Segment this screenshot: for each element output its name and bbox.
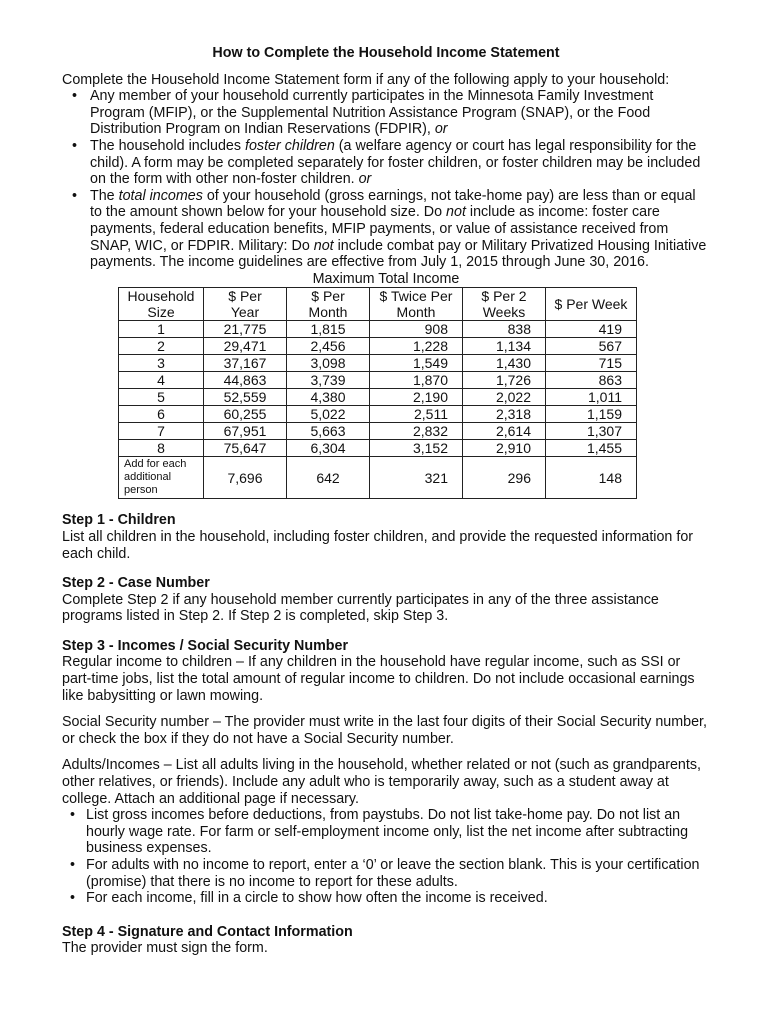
table-caption: Maximum Total Income: [312, 270, 460, 287]
column-header-per-2-weeks: [463, 288, 546, 321]
table-cell: 67,951: [204, 423, 287, 440]
table-cell: 1,726: [463, 372, 546, 389]
header-line: Household: [127, 288, 195, 305]
table-cell: 6,304: [287, 440, 370, 457]
table-cell: 296: [463, 457, 546, 499]
table-cell: 863: [546, 372, 637, 389]
table-header-row: [119, 288, 637, 321]
table-cell: 567: [546, 338, 637, 355]
emphasis-text: total incomes: [118, 187, 203, 204]
header-line: Year: [230, 304, 260, 321]
table-cell: 2,022: [463, 389, 546, 406]
eligibility-item-programs: [62, 88, 710, 138]
table-cell: 908: [370, 321, 463, 338]
emphasis-text: not: [313, 237, 334, 254]
table-cell: 29,471: [204, 338, 287, 355]
table-cell: 148: [546, 457, 637, 499]
header-line: $ Per: [311, 288, 345, 305]
table-cell: 1,870: [370, 372, 463, 389]
table-cell: 5,022: [287, 406, 370, 423]
step4-text: The provider must sign the form.: [62, 940, 268, 957]
table-cell: 4: [119, 372, 204, 389]
step3-title: Step 3 - Incomes / Social Security Number: [62, 637, 349, 654]
header-line: Weeks: [482, 304, 526, 321]
eligibility-item-text: include combat pay or Military Privatized Housing Initiative payments. The income guidelines are effective from July 1, 2015 through June 30, 2016.: [90, 237, 707, 271]
emphasis-text: foster children: [245, 137, 335, 154]
table-cell: 7: [119, 423, 204, 440]
table-cell: 2,318: [463, 406, 546, 423]
eligibility-item-text: of your household (gross earnings, not take-home pay) are less than or equal to the amount shown below for your household size. Do: [90, 187, 696, 221]
table-cell: 44,863: [204, 372, 287, 389]
add-label-line: Add for each: [124, 458, 187, 471]
table-cell: 1,228: [370, 338, 463, 355]
table-cell: 4,380: [287, 389, 370, 406]
table-cell: 2,614: [463, 423, 546, 440]
income-table: [118, 287, 637, 499]
header-line: Size: [147, 304, 175, 321]
page-title: How to Complete the Household Income Statement: [212, 45, 560, 61]
or-text: or: [358, 171, 372, 188]
table-cell: 8: [119, 440, 204, 457]
table-cell-add-label: [119, 457, 204, 499]
table-cell: 3: [119, 355, 204, 372]
list-item: • For each income, fill in a circle to show how often the income is received.: [62, 890, 710, 907]
table-row: [119, 355, 637, 372]
table-cell: 321: [370, 457, 463, 499]
table-cell: 1,307: [546, 423, 637, 440]
table-cell: 419: [546, 321, 637, 338]
eligibility-item-income: [62, 188, 710, 271]
table-cell: 52,559: [204, 389, 287, 406]
eligibility-item-text: Any member of your household currently participates in the Minnesota Family Investment Program (MFIP), or the Supplemental Nutrition Assistance Program (SNAP), or the Food Distribution Program on Indian Reservations (FDPIR),: [90, 88, 654, 138]
table-cell: 3,152: [370, 440, 463, 457]
table-cell: 2,456: [287, 338, 370, 355]
table-cell: 5,663: [287, 423, 370, 440]
eligibility-item-text: include as income: foster care payments, federal education benefits, MFIP payments, or value of assistance received from SNAP, WIC, or FDPIR. Military: Do: [90, 204, 669, 254]
table-cell: 21,775: [204, 321, 287, 338]
step1-text: List all children in the household, including foster children, and provide the requested information for each child.: [62, 528, 694, 562]
add-label-line: additional: [124, 471, 172, 484]
step3-list: [62, 807, 710, 907]
table-cell: 7,696: [204, 457, 287, 499]
add-label-line: person: [124, 484, 158, 497]
table-cell: 37,167: [204, 355, 287, 372]
table-row-additional-person: [119, 457, 637, 499]
table-row: [119, 372, 637, 389]
column-header-per-month: [287, 288, 370, 321]
table-cell: 60,255: [204, 406, 287, 423]
table-cell: 2,910: [463, 440, 546, 457]
table-cell: 1,159: [546, 406, 637, 423]
header-line: $ Per Week: [554, 296, 628, 313]
step4-title: Step 4 - Signature and Contact Information: [62, 923, 353, 940]
eligibility-item-foster: [62, 138, 710, 188]
table-cell: 838: [463, 321, 546, 338]
table-cell: 1,011: [546, 389, 637, 406]
table-cell: 1,134: [463, 338, 546, 355]
table-cell: 1,549: [370, 355, 463, 372]
table-cell: 3,098: [287, 355, 370, 372]
table-cell: 1,815: [287, 321, 370, 338]
table-row: [119, 321, 637, 338]
step1-title: Step 1 - Children: [62, 512, 176, 529]
emphasis-text: not: [446, 204, 466, 221]
header-line: Month: [308, 304, 348, 321]
step3-adults-incomes: Adults/Incomes – List all adults living in the household, whether related or not (such as grandparents, other relatives, or friends). Include any adult who is temporarily away, such as a student away at college. Attach an additional page if necessary.: [62, 757, 701, 807]
list-item: • List gross incomes before deductions, from paystubs. Do not list take-home pay. Do not list an hourly wage rate. For farm or self-employment income only, list the net income after subtracting business expenses.: [62, 807, 710, 857]
step2-text: Complete Step 2 if any household member currently participates in any of the three assistance programs listed in Step 2. If Step 2 is completed, skip Step 3.: [62, 591, 659, 625]
column-header-household-size: [119, 288, 204, 321]
table-cell: 2,190: [370, 389, 463, 406]
table-cell: 6: [119, 406, 204, 423]
header-line: Month: [396, 304, 436, 321]
column-header-twice-per-month: [370, 288, 463, 321]
eligibility-list: [62, 88, 710, 271]
table-row: [119, 338, 637, 355]
column-header-per-week: [546, 288, 637, 321]
header-line: $ Twice Per: [379, 288, 453, 305]
step3-regular-income: Regular income to children – If any children in the household have regular income, such as SSI or part-time jobs, list the total amount of regular income to children. Do not include occasional earnings like babysitting or lawn mowing.: [62, 654, 695, 704]
eligibility-item-text: (a welfare agency or court has legal responsibility for the child). A form may be completed separately for foster children, or foster children may be included on the form with other non-foster children.: [90, 137, 701, 188]
step3-social-security: Social Security number – The provider must write in the last four digits of their Social Security number, or check the box if they do not have a Social Security number.: [62, 714, 707, 747]
table-cell: 642: [287, 457, 370, 499]
table-body: [119, 321, 637, 499]
table-cell: 3,739: [287, 372, 370, 389]
eligibility-item-text: The household includes: [90, 137, 245, 154]
or-text: or: [434, 121, 448, 138]
table-cell: 715: [546, 355, 637, 372]
table-cell: 2,511: [370, 406, 463, 423]
header-line: $ Per: [228, 288, 262, 305]
header-line: $ Per 2: [481, 288, 527, 305]
table-row: [119, 389, 637, 406]
table-cell: 75,647: [204, 440, 287, 457]
eligibility-item-text: The: [90, 187, 119, 204]
table-row: [119, 423, 637, 440]
table-row: [119, 440, 637, 457]
table-cell: 1,430: [463, 355, 546, 372]
table-cell: 1,455: [546, 440, 637, 457]
intro-paragraph: Complete the Household Income Statement form if any of the following apply to your household:: [62, 71, 670, 88]
table-cell: 2,832: [370, 423, 463, 440]
list-item: • For adults with no income to report, enter a ‘0’ or leave the section blank. This is your certification (promise) that there is no income to report for these adults.: [62, 857, 710, 890]
table-cell: 1: [119, 321, 204, 338]
table-cell: 5: [119, 389, 204, 406]
step2-title: Step 2 - Case Number: [62, 575, 210, 592]
table-cell: 2: [119, 338, 204, 355]
column-header-per-year: [204, 288, 287, 321]
table-row: [119, 406, 637, 423]
